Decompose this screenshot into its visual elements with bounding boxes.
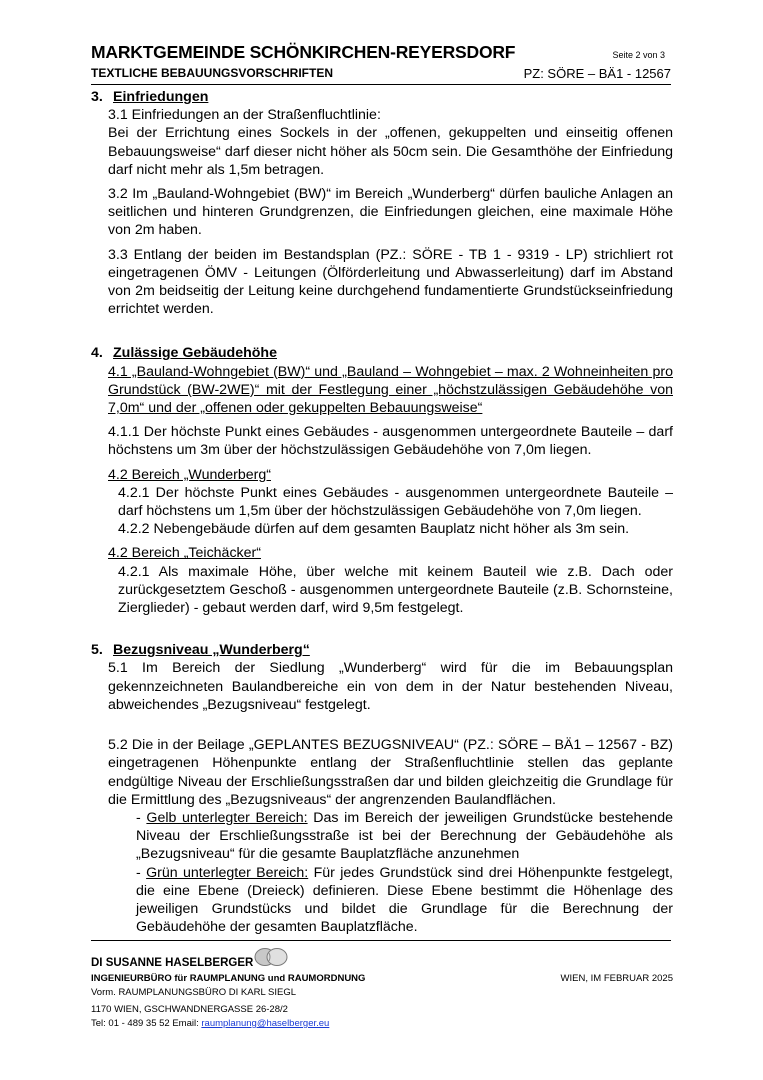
section-3-heading	[91, 88, 673, 106]
paragraph-5-1: 5.1 Im Bereich der Siedlung „Wunderberg“ wird für die im Bebauungsplan gekennzeichneten Baulandbereiche ein von dem in der Natur bestehenden Niveau, abweichendes „Bezugsniveau“ festgelegt.	[108, 660, 673, 713]
paragraph-4-3-1: 4.2.1 Als maximale Höhe, über welche mit keinem Bauteil wie z.B. Dach oder zurückgesetztem Geschoß - ausgenommen untergeordnete Bauteile (z.B. Schornsteine, Zierglieder) - gebaut werden darf, wird 9,5m festgelegt.	[118, 563, 673, 617]
section-4-heading	[91, 344, 673, 362]
green-text: Für jedes Grundstück sind drei Höhenpunkte festgelegt, die eine Ebene (Dreieck) definieren. Diese Ebene bestimmt die Höhenlage des jeweiligen Grundstücks und bildet die Grundlage für die Berechnung der Gebäudehöhe der gesamten Bauplatzfläche.	[136, 864, 673, 936]
document-title: MARKTGEMEINDE SCHÖNKIRCHEN-REYERSDORF	[91, 42, 516, 62]
paragraph-5-2: 5.2 Die in der Beilage „GEPLANTES BEZUGSNIVEAU“ (PZ.: SÖRE – BÄ1 – 12567 - BZ) eingetragenen Höhenpunkte entlang der Straßenfluchtlinie stellen das geplante endgültige Niveau der Erschließungsstraßen dar und bilden gleichzeitig die Grundlage für die Ermittlung des „Bezugsniveaus“ der angrenzenden Baulandflächen.	[108, 737, 673, 808]
bezugsniveau-list	[108, 809, 673, 936]
paragraph-4-3-head: 4.2 Bereich „Teichäcker“	[108, 545, 261, 562]
paragraph-3-1-head: 3.1 Einfriedungen an der Straßenfluchtlinie:	[108, 107, 381, 124]
email-link[interactable]: raumplanung@haselberger.eu	[201, 1018, 330, 1029]
plan-reference: PZ: SÖRE – BÄ1 - 12567	[523, 66, 671, 81]
section-3-body	[91, 106, 673, 318]
company-logo-icon	[253, 947, 289, 967]
page-number: Seite 2 von 3	[612, 50, 665, 60]
paragraph-4-1: 4.1 „Bauland-Wohngebiet (BW)“ und „Bauland – Wohngebiet – max. 2 Wohneinheiten pro Grundstück (BW-2WE)“ mit der Festlegung einer „höchstzulässigen Gebäudehöhe von 7,0m“ und der „offenen oder gekuppelten Bebauungsweise“	[108, 363, 673, 417]
section-number: 4.	[91, 345, 103, 362]
paragraph-4-1-1: 4.1.1 Der höchste Punkt eines Gebäudes - ausgenommen untergeordnete Bauteile – darf höchstens um 3m über der höchstzulässigen Gebäudehöhe von 7,0m liegen.	[108, 424, 673, 459]
paragraph-4-2-2: 4.2.2 Nebengebäude dürfen auf dem gesamten Bauplatz nicht höher als 3m sein.	[118, 521, 630, 538]
footer-formerly: Vorm. RAUMPLANUNGSBÜRO DI KARL SIEGL	[91, 987, 297, 998]
section-number: 3.	[91, 89, 103, 105]
footer-office: INGENIEURBÜRO für RAUMPLANUNG und RAUMORDNUNG	[91, 973, 366, 984]
page-subheader	[91, 66, 671, 84]
footer-contact	[91, 1018, 329, 1029]
footer-divider	[91, 940, 671, 941]
section-number: 5.	[91, 642, 103, 659]
list-dash: -	[136, 864, 141, 881]
footer-date: WIEN, IM FEBRUAR 2025	[560, 973, 673, 984]
list-item-yellow	[136, 809, 673, 864]
section-4-2-items	[108, 484, 673, 539]
header-divider	[91, 84, 671, 85]
paragraph-3-2: 3.2 Im „Bauland-Wohngebiet (BW)“ im Bereich „Wunderberg“ dürfen bauliche Anlagen an seitlichen und hinteren Grundgrenzen, die Einfriedungen gleichen, eine maximale Höhe von 2m haben.	[108, 186, 673, 239]
paragraph-3-1: Bei der Errichtung eines Sockels in der „offenen, gekuppelten und einseitig offenen Bebauungsweise“ darf dieser nicht höher als 50cm sein. Die Gesamthöhe der Einfriedung darf nicht mehr als 1,5m betragen.	[108, 125, 673, 178]
section-5-body	[91, 659, 673, 936]
paragraph-3-3: 3.3 Entlang der beiden im Bestandsplan (PZ.: SÖRE - TB 1 - 9319 - LP) strichliert rot eingetragenen ÖMV - Leitungen (Ölförderleitung und Abwasserleitung) darf im Abstand von 2m beidseitig der Leitung keine durchgehend fundamentierte Grundstückseinfriedung errichtet werden.	[108, 246, 673, 318]
list-dash: -	[136, 809, 141, 826]
section-title: Zulässige Gebäudehöhe	[113, 345, 277, 362]
footer-address: 1170 WIEN, GSCHWANDNERGASSE 26-28/2	[91, 1004, 288, 1015]
document-body	[91, 88, 673, 936]
footer-tel: Tel: 01 - 489 35 52 Email:	[91, 1018, 199, 1029]
yellow-text: Das im Bereich der jeweiligen Grundstücke bestehende Niveau der Erschließungsstraße ist bei der Berechnung der Gebäudehöhe als „Bezugsniveau“ für die gesamte Bauplatzfläche anzunehmen	[136, 809, 673, 863]
page-header	[91, 42, 671, 66]
green-label: Grün unterlegter Bereich:	[146, 864, 309, 881]
paragraph-4-2-1: 4.2.1 Der höchste Punkt eines Gebäudes - ausgenommen untergeordnete Bauteile – darf höchstens um 1,5m über der höchstzulässigen Gebäudehöhe von 7,0m liegen.	[118, 484, 673, 520]
yellow-label: Gelb unterlegter Bereich:	[146, 809, 308, 826]
paragraph-4-2-head: 4.2 Bereich „Wunderberg“	[108, 466, 271, 483]
section-4-body	[91, 363, 673, 618]
section-title: Einfriedungen	[113, 89, 209, 105]
section-4-3-items	[108, 563, 673, 618]
firm-name: DI SUSANNE HASELBERGER	[91, 957, 254, 969]
section-5-heading	[91, 641, 673, 659]
document-subtitle: TEXTLICHE BEBAUUNGSVORSCHRIFTEN	[91, 66, 334, 80]
list-item-green	[136, 864, 673, 937]
section-title: Bezugsniveau „Wunderberg“	[113, 642, 310, 659]
